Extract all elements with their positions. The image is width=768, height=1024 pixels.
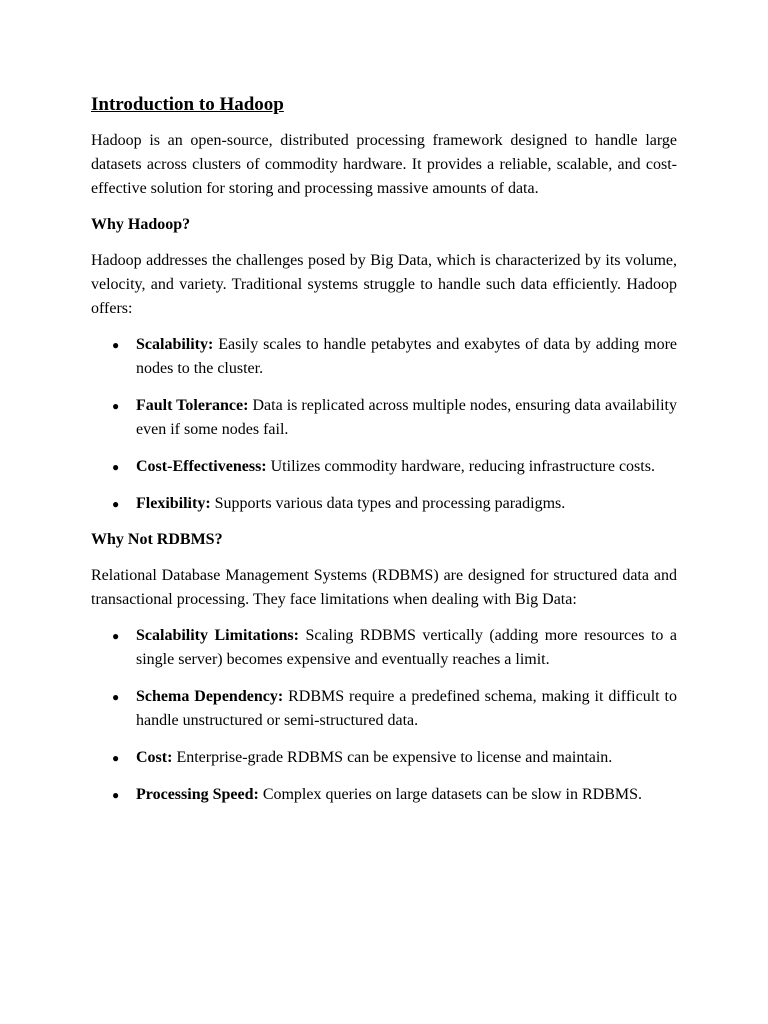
- list-item-term: Scalability:: [136, 336, 214, 353]
- list-item-text: Complex queries on large datasets can be slow in RDBMS.: [258, 786, 643, 803]
- list-item-term: Flexibility:: [136, 495, 211, 512]
- why-hadoop-paragraph: Hadoop addresses the challenges posed by Big Data, which is characterized by its volume, velocity, and variety. Traditional systems struggle to handle such data efficiently. Hadoop offers:: [91, 252, 677, 317]
- list-item-term: Processing Speed:: [136, 786, 259, 803]
- bullet-icon: ●: [112, 497, 120, 511]
- rdbms-limitations-list: [91, 624, 677, 807]
- list-item: [91, 333, 677, 381]
- intro-paragraph: Hadoop is an open-source, distributed processing framework designed to handle large datasets across clusters of commodity hardware. It provides a reliable, scalable, and cost-effective solution for storing and processing massive amounts of data.: [91, 132, 677, 197]
- why-hadoop-heading: Why Hadoop?: [91, 216, 191, 233]
- list-item-text: Scaling RDBMS vertically (adding more resources to a single server) becomes expensive and eventually reaches a limit.: [136, 627, 678, 668]
- list-item: [91, 394, 677, 442]
- list-item-term: Scalability Limitations:: [136, 627, 299, 644]
- bullet-icon: ●: [112, 690, 120, 704]
- list-item: [91, 685, 677, 733]
- list-item: [91, 746, 677, 770]
- list-item-text: Utilizes commodity hardware, reducing infrastructure costs.: [266, 458, 655, 475]
- bullet-icon: ●: [112, 399, 120, 413]
- bullet-icon: ●: [112, 629, 120, 643]
- list-item: [91, 492, 677, 516]
- list-item-term: Cost:: [136, 749, 173, 766]
- list-item: [91, 624, 677, 672]
- list-item: [91, 455, 677, 479]
- bullet-icon: ●: [112, 460, 120, 474]
- list-item-text: Supports various data types and processing paradigms.: [210, 495, 566, 512]
- bullet-icon: ●: [112, 788, 120, 802]
- list-item-text: Enterprise-grade RDBMS can be expensive to license and maintain.: [172, 749, 613, 766]
- page-title: Introduction to Hadoop: [91, 94, 284, 115]
- list-item-term: Fault Tolerance:: [136, 397, 249, 414]
- list-item-text: Easily scales to handle petabytes and exabytes of data by adding more nodes to the cluster.: [136, 336, 677, 377]
- hadoop-benefits-list: [91, 333, 677, 516]
- why-not-rdbms-paragraph: Relational Database Management Systems (RDBMS) are designed for structured data and transactional processing. They face limitations when dealing with Big Data:: [91, 567, 677, 608]
- list-item-term: Schema Dependency:: [136, 688, 284, 705]
- list-item-text: RDBMS require a predefined schema, making it difficult to handle unstructured or semi-structured data.: [136, 688, 677, 729]
- list-item-term: Cost-Effectiveness:: [136, 458, 267, 475]
- bullet-icon: ●: [112, 338, 120, 352]
- why-not-rdbms-heading: Why Not RDBMS?: [91, 531, 223, 548]
- bullet-icon: ●: [112, 751, 120, 765]
- list-item: [91, 783, 677, 807]
- list-item-text: Data is replicated across multiple nodes, ensuring data availability even if some nodes fail.: [136, 397, 678, 438]
